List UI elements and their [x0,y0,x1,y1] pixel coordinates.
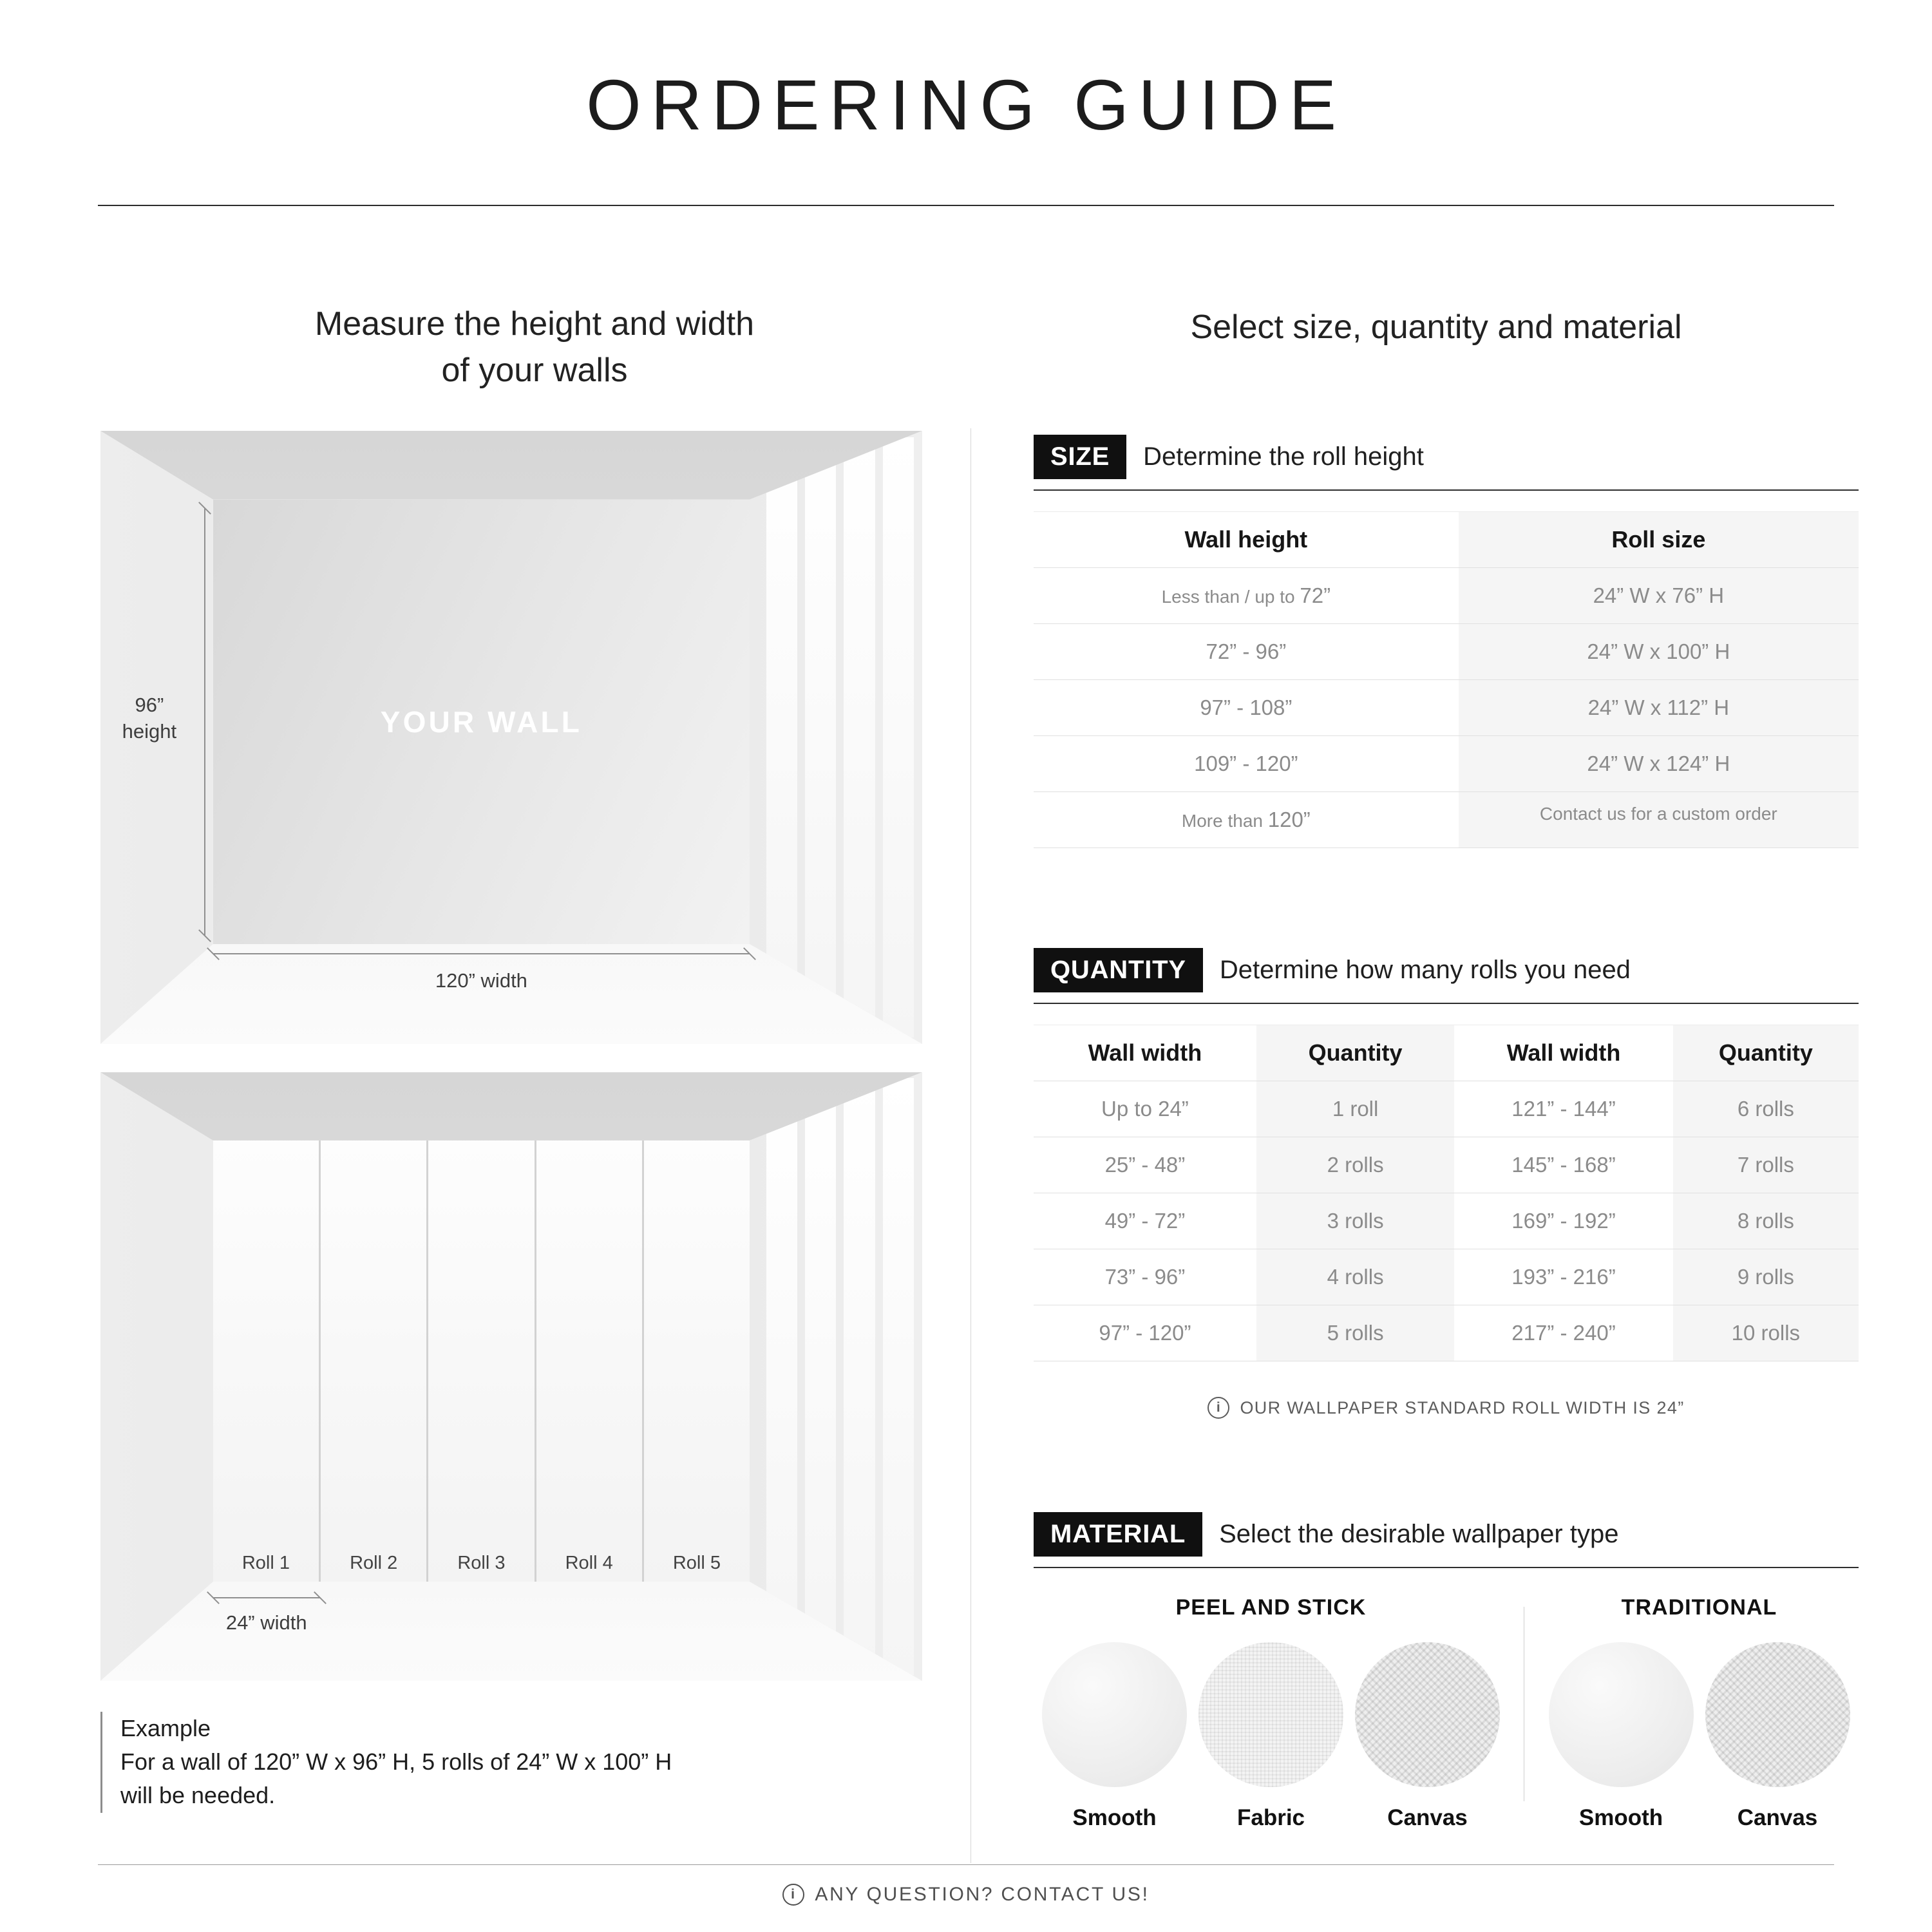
canvas-swatch [1705,1642,1850,1787]
swatch-item [1198,1642,1343,1831]
width-label: 120” width [435,969,527,992]
size-table [1034,511,1859,848]
wall-height-cell: 109” - 120” [1034,736,1459,792]
window-pane [844,437,875,1038]
wall-height-cell: Less than / up to 72” [1034,568,1459,624]
example-line2: will be needed. [120,1782,276,1809]
quantity-table [1034,1025,1859,1361]
smooth-swatch [1549,1642,1694,1787]
height-word: height [122,720,177,743]
material-badge: MATERIAL [1034,1512,1202,1557]
wall-width-cell: 49” - 72” [1034,1193,1256,1249]
wall-width-cell: 97” - 120” [1034,1305,1256,1361]
swatch-item [1355,1642,1500,1831]
canvas-swatch [1355,1642,1500,1787]
swatch-label: Canvas [1387,1805,1468,1830]
window-pane [805,437,836,1038]
quantity-cell: 6 rolls [1673,1081,1859,1137]
quantity-col-header: Wall width [1454,1025,1672,1081]
roll-size-cell: Contact us for a custom order [1459,792,1859,848]
roll-panel [536,1141,642,1582]
roll-panel [213,1141,319,1582]
roll-width-note-text: OUR WALLPAPER STANDARD ROLL WIDTH IS 24” [1240,1397,1685,1417]
roll-size-cell: 24” W x 112” H [1459,680,1859,736]
example-title: Example [120,1715,211,1741]
size-section-head [1034,428,1859,491]
quantity-subtitle: Determine how many rolls you need [1219,956,1631,984]
material-section [1034,1506,1859,1831]
swatch-label: Fabric [1236,1805,1305,1830]
quantity-cell: 1 roll [1256,1081,1454,1137]
height-label [110,692,188,746]
window-pane [844,1078,875,1674]
wall-width-cell: 217” - 240” [1454,1305,1672,1361]
wall-height-cell: More than 120” [1034,792,1459,848]
quantity-cell: 10 rolls [1673,1305,1859,1361]
measure-heading-line2: of your walls [441,351,628,389]
roll-size-cell: 24” W x 100” H [1459,624,1859,680]
wall-width-cell: 25” - 48” [1034,1137,1256,1193]
fabric-swatch [1198,1642,1343,1787]
roll-panel [644,1141,750,1582]
window-pane [766,1078,797,1674]
wall-height-cell: 72” - 96” [1034,624,1459,680]
example-note [100,1712,841,1813]
wall-height-cell: 97” - 108” [1034,680,1459,736]
wall-width-cell: Up to 24” [1034,1081,1256,1137]
room-diagram-your-wall [100,431,922,1044]
roll-panel [428,1141,534,1582]
your-wall-surface [213,500,750,944]
footer-divider [98,1864,1834,1865]
traditional-group [1540,1595,1859,1831]
swatch-label: Smooth [1578,1805,1663,1830]
roll-label: Roll 4 [565,1552,613,1573]
peel-and-stick-group [1034,1595,1508,1831]
roll-panel [321,1141,426,1582]
measure-heading-line1: Measure the height and width [314,305,755,343]
size-col-roll-size: Roll size [1459,512,1859,568]
quantity-badge: QUANTITY [1034,948,1203,992]
wall-width-cell: 145” - 168” [1454,1137,1672,1193]
your-wall-label: YOUR WALL [380,705,583,739]
roll-size-cell: 24” W x 76” H [1459,568,1859,624]
smooth-swatch [1042,1642,1187,1787]
right-column [1034,428,1859,1831]
wall-width-cell: 193” - 216” [1454,1249,1672,1305]
roll-label: Roll 2 [350,1552,398,1573]
window-panes [766,1078,914,1674]
size-col-wall-height: Wall height [1034,512,1459,568]
size-section [1034,428,1859,848]
quantity-col-header: Quantity [1673,1025,1859,1081]
quantity-cell: 3 rolls [1256,1193,1454,1249]
footer-contact-note [0,1884,1932,1906]
material-groups [1034,1595,1859,1831]
swatch-label: Smooth [1072,1805,1157,1830]
quantity-cell: 5 rolls [1256,1305,1454,1361]
swatch-item [1042,1642,1187,1831]
quantity-cell: 2 rolls [1256,1137,1454,1193]
size-subtitle: Determine the roll height [1143,442,1424,471]
peel-and-stick-swatches [1034,1642,1508,1831]
material-section-head [1034,1506,1859,1568]
select-heading: Select size, quantity and material [1190,308,1682,346]
room-diagram-rolls [100,1072,922,1681]
traditional-swatches [1540,1642,1859,1831]
material-subtitle: Select the desirable wallpaper type [1219,1520,1619,1548]
roll-label: Roll 3 [457,1552,506,1573]
window-pane [883,437,914,1038]
quantity-cell: 9 rolls [1673,1249,1859,1305]
window-panes [766,437,914,1038]
quantity-col-header: Quantity [1256,1025,1454,1081]
height-value: 96” [135,693,164,716]
measure-heading [167,301,902,394]
quantity-section-head [1034,942,1859,1004]
footer-contact-text: ANY QUESTION? CONTACT US! [815,1884,1150,1905]
window-pane [805,1078,836,1674]
window-pane [766,437,797,1038]
roll-label: Roll 5 [672,1552,721,1573]
quantity-col-header: Wall width [1034,1025,1256,1081]
example-line1: For a wall of 120” W x 96” H, 5 rolls of 24” W x 100” H [120,1748,672,1776]
roll-width-measure-line [213,1597,321,1598]
page-title: ORDERING GUIDE [586,66,1346,145]
width-measure-line [213,953,750,954]
roll-label: Roll 1 [242,1552,290,1573]
info-icon: i [782,1884,804,1906]
swatch-item [1705,1642,1850,1831]
roll-size-cell: 24” W x 124” H [1459,736,1859,792]
info-icon: i [1208,1397,1229,1419]
swatch-item [1549,1642,1694,1831]
quantity-cell: 8 rolls [1673,1193,1859,1249]
wall-width-cell: 121” - 144” [1454,1081,1672,1137]
wallpaper-roll-panels [213,1141,750,1582]
size-badge: SIZE [1034,435,1126,479]
quantity-section [1034,942,1859,1419]
traditional-heading: TRADITIONAL [1621,1595,1777,1620]
wall-width-cell: 169” - 192” [1454,1193,1672,1249]
quantity-cell: 7 rolls [1673,1137,1859,1193]
swatch-label: Canvas [1737,1805,1818,1830]
title-divider [98,205,1834,206]
roll-width-label: 24” width [225,1611,307,1634]
quantity-cell: 4 rolls [1256,1249,1454,1305]
height-measure-line [204,508,205,936]
window-pane [883,1078,914,1674]
wall-width-cell: 73” - 96” [1034,1249,1256,1305]
roll-width-note [1034,1397,1859,1419]
peel-and-stick-heading: PEEL AND STICK [1175,1595,1367,1620]
